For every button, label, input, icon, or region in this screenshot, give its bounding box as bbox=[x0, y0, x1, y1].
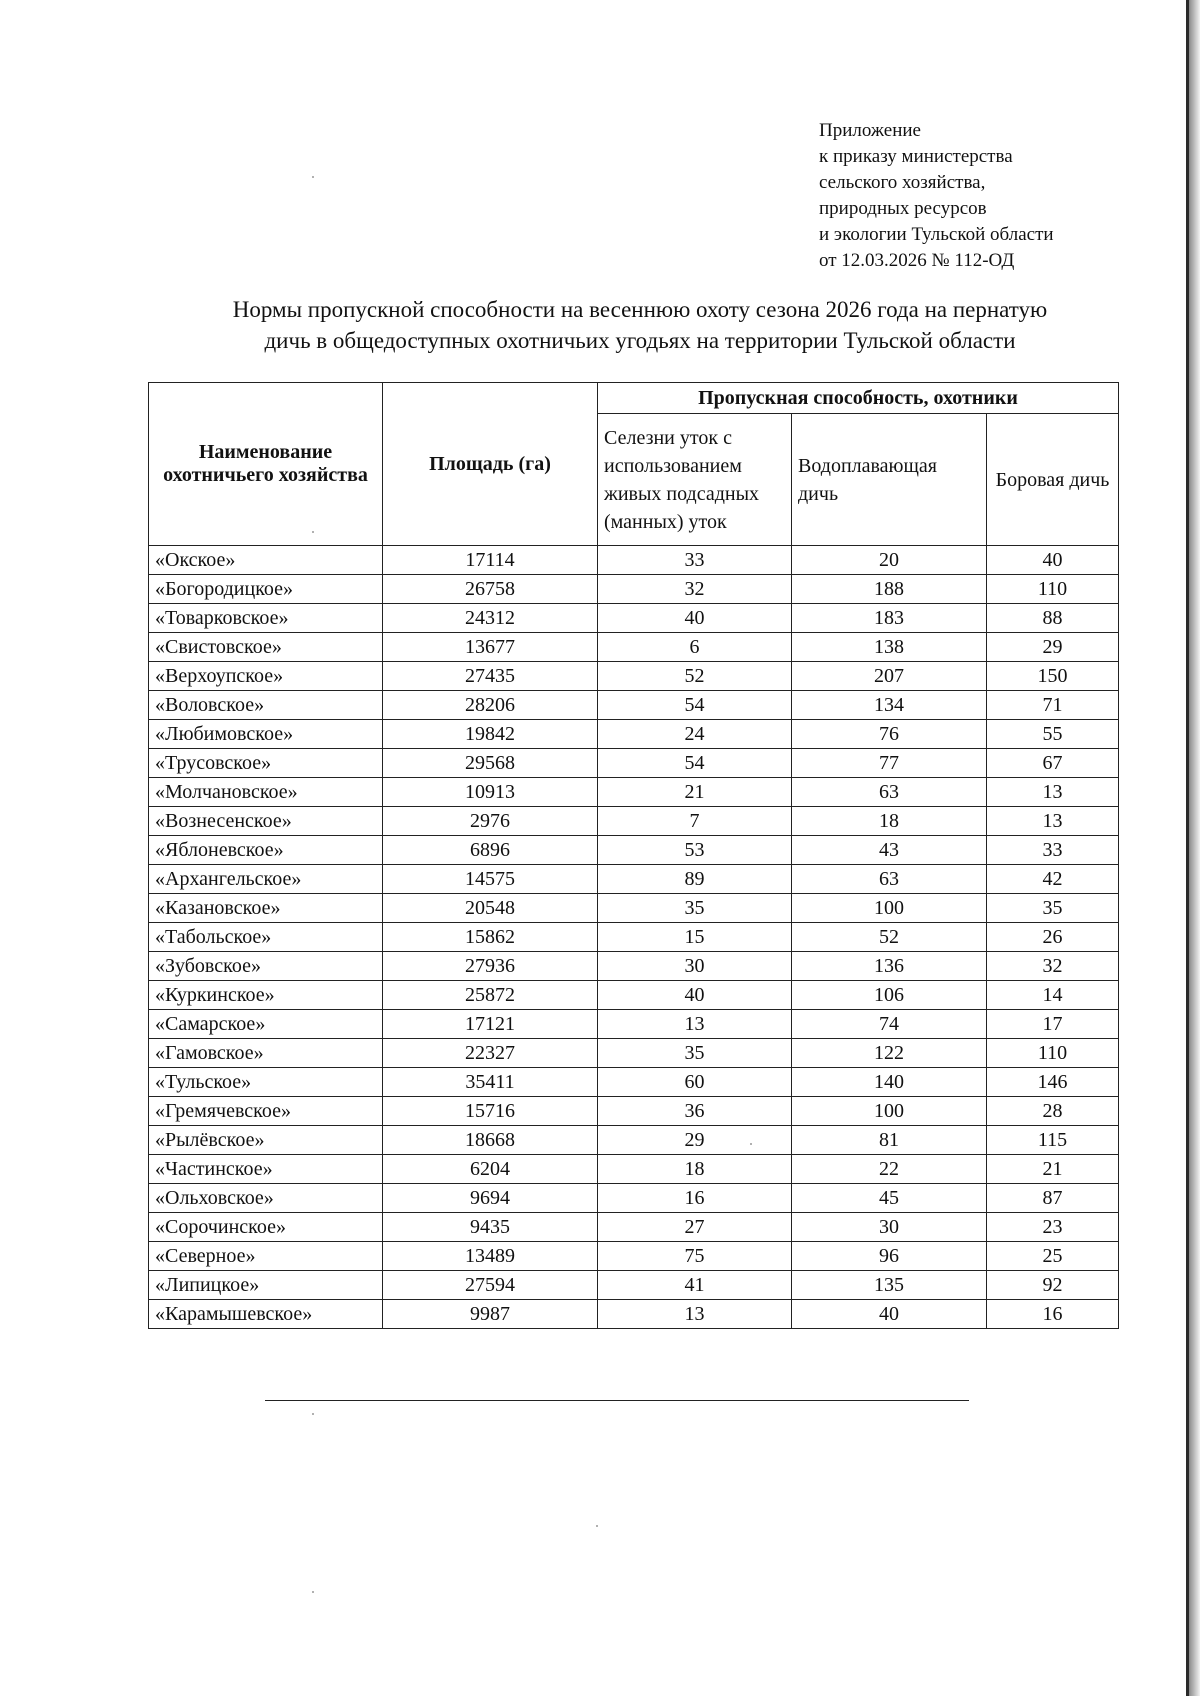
cell-upland: 25 bbox=[987, 1242, 1119, 1271]
table-row bbox=[149, 1271, 1119, 1300]
cell-upland: 13 bbox=[987, 807, 1119, 836]
table-row bbox=[149, 720, 1119, 749]
cell-drakes: 89 bbox=[598, 865, 792, 894]
cell-name: «Богородицкое» bbox=[149, 575, 383, 604]
cell-drakes: 35 bbox=[598, 894, 792, 923]
cell-waterfowl: 207 bbox=[792, 662, 987, 691]
cell-upland: 21 bbox=[987, 1155, 1119, 1184]
scan-speck bbox=[750, 1143, 752, 1145]
cell-area: 20548 bbox=[383, 894, 598, 923]
cell-waterfowl: 22 bbox=[792, 1155, 987, 1184]
cell-waterfowl: 30 bbox=[792, 1213, 987, 1242]
cell-waterfowl: 122 bbox=[792, 1039, 987, 1068]
cell-area: 35411 bbox=[383, 1068, 598, 1097]
header-upland: Боровая дичь bbox=[987, 414, 1119, 546]
title-line-1: Нормы пропускной способности на весеннюю охоту сезона 2026 года на пернатую bbox=[232, 297, 1048, 322]
cell-drakes: 41 bbox=[598, 1271, 792, 1300]
table-row bbox=[149, 1126, 1119, 1155]
cell-area: 19842 bbox=[383, 720, 598, 749]
cell-name: «Самарское» bbox=[149, 1010, 383, 1039]
cell-drakes: 53 bbox=[598, 836, 792, 865]
cell-drakes: 21 bbox=[598, 778, 792, 807]
table-row bbox=[149, 575, 1119, 604]
table-row bbox=[149, 1097, 1119, 1126]
cell-upland: 23 bbox=[987, 1213, 1119, 1242]
annex-line: от 12.03.2026 № 112-ОД bbox=[819, 250, 1015, 271]
table-row bbox=[149, 1155, 1119, 1184]
cell-area: 29568 bbox=[383, 749, 598, 778]
table-row bbox=[149, 1242, 1119, 1271]
header-capacity-group: Пропускная способность, охотники bbox=[598, 383, 1119, 414]
annex-line: и экологии Тульской области bbox=[819, 224, 1054, 245]
cell-drakes: 32 bbox=[598, 575, 792, 604]
annex-line: к приказу министерства bbox=[819, 146, 1013, 167]
scan-speck bbox=[596, 1525, 598, 1527]
cell-name: «Молчановское» bbox=[149, 778, 383, 807]
cell-upland: 42 bbox=[987, 865, 1119, 894]
cell-upland: 115 bbox=[987, 1126, 1119, 1155]
cell-drakes: 54 bbox=[598, 691, 792, 720]
cell-upland: 28 bbox=[987, 1097, 1119, 1126]
cell-upland: 92 bbox=[987, 1271, 1119, 1300]
cell-area: 14575 bbox=[383, 865, 598, 894]
cell-waterfowl: 100 bbox=[792, 1097, 987, 1126]
cell-name: «Гремячевское» bbox=[149, 1097, 383, 1126]
cell-waterfowl: 183 bbox=[792, 604, 987, 633]
cell-waterfowl: 18 bbox=[792, 807, 987, 836]
cell-waterfowl: 135 bbox=[792, 1271, 987, 1300]
cell-drakes: 40 bbox=[598, 604, 792, 633]
cell-upland: 17 bbox=[987, 1010, 1119, 1039]
cell-waterfowl: 100 bbox=[792, 894, 987, 923]
cell-waterfowl: 77 bbox=[792, 749, 987, 778]
cell-drakes: 60 bbox=[598, 1068, 792, 1097]
cell-name: «Карамышевское» bbox=[149, 1300, 383, 1329]
cell-area: 9694 bbox=[383, 1184, 598, 1213]
cell-upland: 26 bbox=[987, 923, 1119, 952]
cell-name: «Товарковское» bbox=[149, 604, 383, 633]
cell-name: «Гамовское» bbox=[149, 1039, 383, 1068]
cell-area: 9435 bbox=[383, 1213, 598, 1242]
table-row bbox=[149, 981, 1119, 1010]
annex-block bbox=[819, 118, 1119, 274]
cell-drakes: 40 bbox=[598, 981, 792, 1010]
cell-drakes: 27 bbox=[598, 1213, 792, 1242]
cell-area: 15862 bbox=[383, 923, 598, 952]
annex-line: Приложение bbox=[819, 120, 921, 141]
cell-waterfowl: 45 bbox=[792, 1184, 987, 1213]
cell-upland: 146 bbox=[987, 1068, 1119, 1097]
cell-name: «Любимовское» bbox=[149, 720, 383, 749]
cell-name: «Казановское» bbox=[149, 894, 383, 923]
cell-area: 22327 bbox=[383, 1039, 598, 1068]
cell-drakes: 16 bbox=[598, 1184, 792, 1213]
cell-waterfowl: 74 bbox=[792, 1010, 987, 1039]
cell-waterfowl: 52 bbox=[792, 923, 987, 952]
cell-area: 27594 bbox=[383, 1271, 598, 1300]
table-row bbox=[149, 546, 1119, 575]
table-row bbox=[149, 1039, 1119, 1068]
table-row bbox=[149, 923, 1119, 952]
cell-name: «Северное» bbox=[149, 1242, 383, 1271]
cell-name: «Тульское» bbox=[149, 1068, 383, 1097]
cell-area: 26758 bbox=[383, 575, 598, 604]
cell-waterfowl: 136 bbox=[792, 952, 987, 981]
cell-waterfowl: 63 bbox=[792, 778, 987, 807]
cell-area: 9987 bbox=[383, 1300, 598, 1329]
cell-waterfowl: 76 bbox=[792, 720, 987, 749]
cell-name: «Трусовское» bbox=[149, 749, 383, 778]
cell-area: 6204 bbox=[383, 1155, 598, 1184]
cell-name: «Верхоупское» bbox=[149, 662, 383, 691]
cell-drakes: 13 bbox=[598, 1300, 792, 1329]
cell-waterfowl: 188 bbox=[792, 575, 987, 604]
header-waterfowl: Водоплавающая дичь bbox=[792, 414, 987, 546]
cell-drakes: 29 bbox=[598, 1126, 792, 1155]
cell-area: 6896 bbox=[383, 836, 598, 865]
cell-waterfowl: 134 bbox=[792, 691, 987, 720]
cell-waterfowl: 96 bbox=[792, 1242, 987, 1271]
cell-upland: 110 bbox=[987, 1039, 1119, 1068]
table-row bbox=[149, 633, 1119, 662]
scan-edge-shadow bbox=[1189, 0, 1200, 1696]
cell-waterfowl: 63 bbox=[792, 865, 987, 894]
cell-upland: 16 bbox=[987, 1300, 1119, 1329]
cell-area: 27936 bbox=[383, 952, 598, 981]
cell-area: 28206 bbox=[383, 691, 598, 720]
cell-area: 2976 bbox=[383, 807, 598, 836]
closing-line bbox=[265, 1400, 969, 1401]
cell-name: «Вознесенское» bbox=[149, 807, 383, 836]
cell-waterfowl: 43 bbox=[792, 836, 987, 865]
scan-speck bbox=[312, 1413, 314, 1415]
cell-drakes: 7 bbox=[598, 807, 792, 836]
table-row bbox=[149, 662, 1119, 691]
scan-speck bbox=[312, 531, 314, 533]
cell-upland: 29 bbox=[987, 633, 1119, 662]
cell-name: «Ольховское» bbox=[149, 1184, 383, 1213]
cell-name: «Куркинское» bbox=[149, 981, 383, 1010]
table-row bbox=[149, 1010, 1119, 1039]
scan-speck bbox=[312, 1591, 314, 1593]
cell-upland: 150 bbox=[987, 662, 1119, 691]
annex-line: природных ресурсов bbox=[819, 198, 987, 219]
cell-waterfowl: 40 bbox=[792, 1300, 987, 1329]
cell-name: «Частинское» bbox=[149, 1155, 383, 1184]
cell-upland: 67 bbox=[987, 749, 1119, 778]
cell-drakes: 6 bbox=[598, 633, 792, 662]
table-row bbox=[149, 836, 1119, 865]
cell-area: 15716 bbox=[383, 1097, 598, 1126]
cell-name: «Рылёвское» bbox=[149, 1126, 383, 1155]
cell-waterfowl: 20 bbox=[792, 546, 987, 575]
cell-waterfowl: 106 bbox=[792, 981, 987, 1010]
cell-name: «Воловское» bbox=[149, 691, 383, 720]
cell-name: «Свистовское» bbox=[149, 633, 383, 662]
cell-name: «Яблоневское» bbox=[149, 836, 383, 865]
cell-drakes: 15 bbox=[598, 923, 792, 952]
cell-upland: 32 bbox=[987, 952, 1119, 981]
cell-name: «Зубовское» bbox=[149, 952, 383, 981]
title-line-2: дичь в общедоступных охотничьих угодьях на территории Тульской области bbox=[264, 328, 1016, 353]
cell-drakes: 36 bbox=[598, 1097, 792, 1126]
table-row bbox=[149, 807, 1119, 836]
cell-area: 18668 bbox=[383, 1126, 598, 1155]
cell-area: 27435 bbox=[383, 662, 598, 691]
cell-drakes: 30 bbox=[598, 952, 792, 981]
cell-upland: 35 bbox=[987, 894, 1119, 923]
table-row bbox=[149, 865, 1119, 894]
cell-waterfowl: 138 bbox=[792, 633, 987, 662]
table-row bbox=[149, 1213, 1119, 1242]
cell-upland: 13 bbox=[987, 778, 1119, 807]
table-row bbox=[149, 691, 1119, 720]
cell-area: 13489 bbox=[383, 1242, 598, 1271]
cell-upland: 87 bbox=[987, 1184, 1119, 1213]
cell-upland: 33 bbox=[987, 836, 1119, 865]
cell-name: «Табольское» bbox=[149, 923, 383, 952]
cell-drakes: 54 bbox=[598, 749, 792, 778]
cell-upland: 71 bbox=[987, 691, 1119, 720]
cell-drakes: 24 bbox=[598, 720, 792, 749]
table-row bbox=[149, 952, 1119, 981]
cell-area: 13677 bbox=[383, 633, 598, 662]
cell-drakes: 18 bbox=[598, 1155, 792, 1184]
header-name: Наименование охотничьего хозяйства bbox=[149, 383, 383, 546]
table-row bbox=[149, 1300, 1119, 1329]
header-drakes: Селезни уток с использованием живых подсадных (манных) уток bbox=[598, 414, 792, 546]
table-row bbox=[149, 778, 1119, 807]
cell-drakes: 13 bbox=[598, 1010, 792, 1039]
cell-drakes: 75 bbox=[598, 1242, 792, 1271]
cell-upland: 40 bbox=[987, 546, 1119, 575]
cell-upland: 110 bbox=[987, 575, 1119, 604]
document-title bbox=[120, 294, 1160, 356]
annex-line: сельского хозяйства, bbox=[819, 172, 986, 193]
cell-area: 17114 bbox=[383, 546, 598, 575]
cell-name: «Архангельское» bbox=[149, 865, 383, 894]
table-row bbox=[149, 894, 1119, 923]
cell-name: «Сорочинское» bbox=[149, 1213, 383, 1242]
cell-area: 10913 bbox=[383, 778, 598, 807]
cell-area: 24312 bbox=[383, 604, 598, 633]
table-row bbox=[149, 1068, 1119, 1097]
header-area: Площадь (га) bbox=[383, 383, 598, 546]
scan-speck bbox=[312, 176, 314, 178]
cell-drakes: 33 bbox=[598, 546, 792, 575]
cell-upland: 55 bbox=[987, 720, 1119, 749]
cell-area: 25872 bbox=[383, 981, 598, 1010]
table-row bbox=[149, 604, 1119, 633]
cell-upland: 14 bbox=[987, 981, 1119, 1010]
cell-drakes: 35 bbox=[598, 1039, 792, 1068]
cell-name: «Липицкое» bbox=[149, 1271, 383, 1300]
table-row bbox=[149, 1184, 1119, 1213]
capacity-table bbox=[148, 382, 1119, 1329]
cell-drakes: 52 bbox=[598, 662, 792, 691]
cell-waterfowl: 81 bbox=[792, 1126, 987, 1155]
cell-upland: 88 bbox=[987, 604, 1119, 633]
cell-name: «Окское» bbox=[149, 546, 383, 575]
table-row bbox=[149, 749, 1119, 778]
cell-waterfowl: 140 bbox=[792, 1068, 987, 1097]
cell-area: 17121 bbox=[383, 1010, 598, 1039]
